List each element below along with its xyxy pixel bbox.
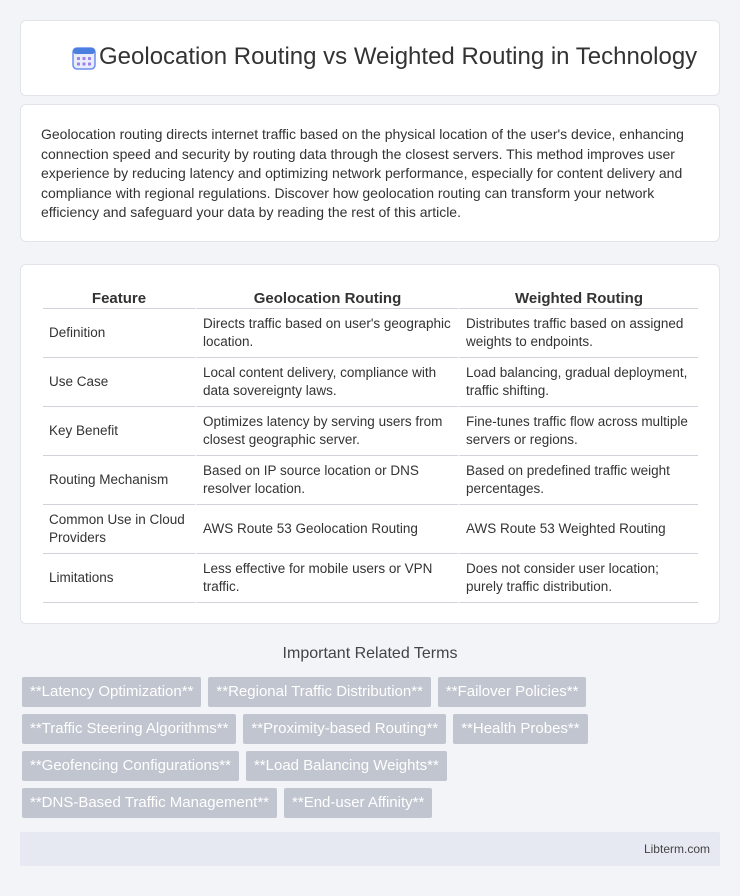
term-tag[interactable]: **Regional Traffic Distribution**: [208, 677, 431, 707]
weighted-cell: Does not consider user location; purely traffic distribution.: [458, 554, 698, 603]
table-header-row: [43, 285, 698, 309]
geolocation-cell: AWS Route 53 Geolocation Routing: [195, 505, 458, 554]
term-row: [22, 788, 722, 818]
term-row: [22, 677, 722, 707]
term-tag[interactable]: **Load Balancing Weights**: [246, 751, 447, 781]
header-geolocation: Geolocation Routing: [195, 285, 458, 309]
header-feature: Feature: [43, 285, 195, 309]
related-terms-heading: Important Related Terms: [282, 645, 458, 662]
term-tag[interactable]: **End-user Affinity**: [284, 788, 432, 818]
table-row: [43, 358, 698, 407]
weighted-cell: Distributes traffic based on assigned weights to endpoints.: [458, 309, 698, 358]
feature-cell: Key Benefit: [43, 407, 195, 456]
header-weighted: Weighted Routing: [458, 285, 698, 309]
weighted-cell: Load balancing, gradual deployment, traffic shifting.: [458, 358, 698, 407]
intro-card: [20, 104, 720, 242]
feature-cell: Routing Mechanism: [43, 456, 195, 505]
geolocation-cell: Directs traffic based on user's geographic location.: [195, 309, 458, 358]
table-row: [43, 309, 698, 358]
weighted-cell: AWS Route 53 Weighted Routing: [458, 505, 698, 554]
feature-cell: Definition: [43, 309, 195, 358]
term-tag[interactable]: **Proximity-based Routing**: [243, 714, 446, 744]
term-tag[interactable]: **Traffic Steering Algorithms**: [22, 714, 236, 744]
related-terms-list: [22, 677, 722, 825]
term-tag[interactable]: **Latency Optimization**: [22, 677, 201, 707]
page-title: Geolocation Routing vs Weighted Routing in Technology: [99, 43, 698, 70]
title-card: [20, 20, 720, 96]
feature-cell: Limitations: [43, 554, 195, 603]
weighted-cell: Fine-tunes traffic flow across multiple servers or regions.: [458, 407, 698, 456]
calendar-grid-icon: [71, 45, 97, 71]
feature-cell: Common Use in Cloud Providers: [43, 505, 195, 554]
table-row: [43, 407, 698, 456]
footer-site-link[interactable]: Libterm.com: [643, 842, 710, 856]
comparison-table: [43, 285, 698, 603]
geolocation-cell: Based on IP source location or DNS resolver location.: [195, 456, 458, 505]
weighted-cell: Based on predefined traffic weight percentages.: [458, 456, 698, 505]
term-tag[interactable]: **Failover Policies**: [438, 677, 587, 707]
geolocation-cell: Local content delivery, compliance with data sovereignty laws.: [195, 358, 458, 407]
table-row: [43, 554, 698, 603]
geolocation-cell: Less effective for mobile users or VPN traffic.: [195, 554, 458, 603]
footer: [20, 832, 720, 866]
intro-paragraph: Geolocation routing directs internet traffic based on the physical location of the user's device, enhancing connection speed and security by routing data through the closest servers. This method improves user experience by reducing latency and optimizing network performance, especially for content delivery and compliance with regional regulations. Discover how geolocation routing can transform your network efficiency and safeguard your data by reading the rest of this article.: [41, 126, 684, 220]
geolocation-cell: Optimizes latency by serving users from closest geographic server.: [195, 407, 458, 456]
term-row: [22, 751, 722, 781]
feature-cell: Use Case: [43, 358, 195, 407]
term-tag[interactable]: **Health Probes**: [453, 714, 587, 744]
term-row: [22, 714, 722, 744]
table-row: [43, 505, 698, 554]
comparison-card: [20, 264, 720, 624]
term-tag[interactable]: **Geofencing Configurations**: [22, 751, 239, 781]
term-tag[interactable]: **DNS-Based Traffic Management**: [22, 788, 277, 818]
table-row: [43, 456, 698, 505]
